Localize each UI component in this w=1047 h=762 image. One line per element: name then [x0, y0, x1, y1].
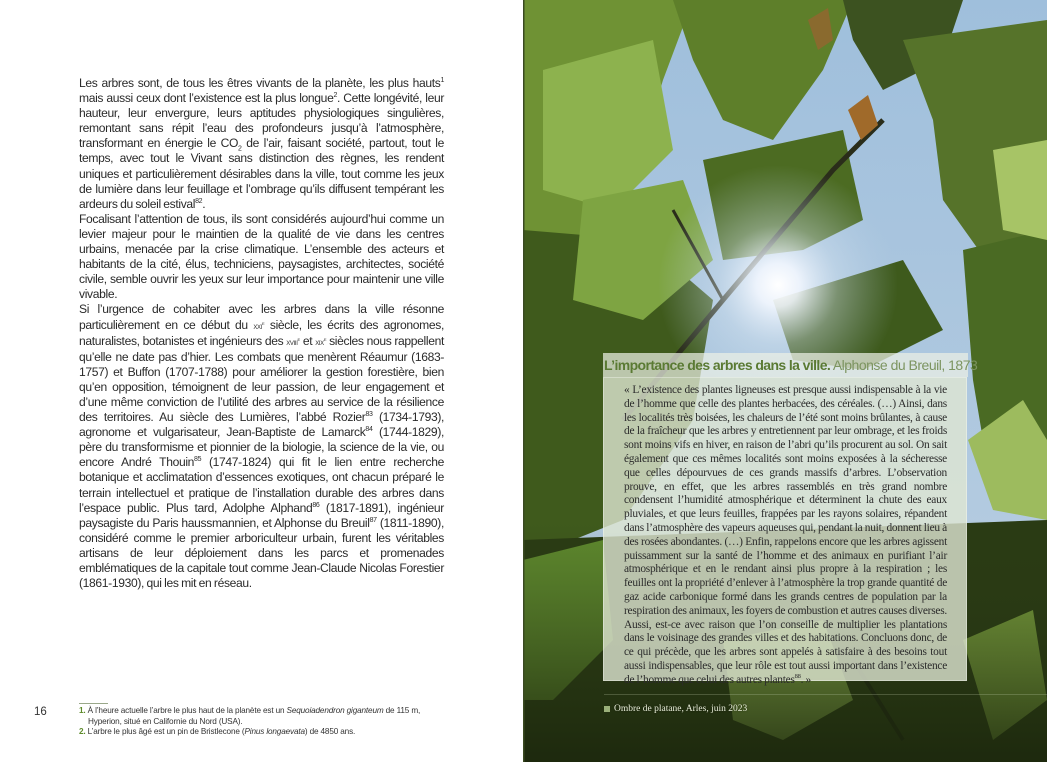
paragraph-3: Si l’urgence de cohabiter avec les arbres dans la ville résonne particulièrement en ce début du xxi$^e$ siècle, les écrits des agronomes, naturalistes, botanistes et ingénieurs des xviii$^e$ et xix$^e$ siècles nous rappellent qu’elle ne date pas d’hier. Les combats que menèrent Réaumur (1683-1757) et Buffon (1707-1788) pour améliorer la gestion forestière, bien qu’en opposition, témoignent de leur passion, de leur engagement et d’une même conviction de l’utilité des arbres au service de la résilience des territoires. Au siècle des Lumières, l’abbé Rozier$^{83}$ (1734-1793), agronome et vulgarisateur, Jean-Baptiste de Lamarck$^{84}$ (1744-1829), père du transformisme et pionnier de la biologie, la science de la vie, ou encore André Thouin$^{85}$ (1747-1824) qui fit le lien entre recherche botanique et acclimatation d’essences exotiques, ont chacun préparé le terrain intellectuel et pratique de l’installation durable des arbres dans l’espace public. Plus tard, Adolphe Alphand$^{86}$ (1817-1891), ingénieur paysagiste du Paris haussmannien, et Alphonse du Breuil$^{87}$ (1811-1890), considéré comme le premier arboriculteur urbain, furent les véritables artisans de leur déploiement dans les parcs et promenades emblématiques de la capitale tout comme Jean-Claude Nicolas Forestier (1861-1930), qui les mit en réseau. — [79, 302, 445, 591]
footnote-ref[interactable]: 2 — [333, 92, 337, 100]
footnote-number: 1. — [79, 706, 86, 715]
quote-title: L’importance des arbres dans la ville. Alphonse du Breuil, 1873 — [603, 353, 968, 377]
footnote-number: 2. — [79, 727, 86, 737]
paragraph-2: Focalisant l’attention de tous, ils sont considérés aujourd’hui comme un levier majeur pour le maintien de la qualité de vie dans les centres urbains, menacée par la crise climatique. L’ensemble des acteurs et habitants de la cité, élus, techniciens, paysagistes, architectes, société civile, semble ouvrir les yeux sur leur importance pour maintenir une ville vivable. — [79, 211, 444, 302]
quote-box — [603, 353, 978, 686]
footnote-2: 2. L’arbre le plus âgé est un pin de Bristlecone (Pinus longaevata) de 4850 ans. — [79, 727, 356, 737]
left-page — [0, 0, 523, 762]
footnote-divider — [79, 703, 108, 704]
quote-author: Alphonse du Breuil, 1873 — [830, 357, 978, 373]
endnote-ref[interactable]: 83 — [365, 411, 373, 419]
quote-heading: L’importance des arbres dans la ville — [604, 357, 827, 373]
century-numeral: xviii$^e$ — [286, 336, 300, 347]
footnotes — [79, 706, 449, 738]
footnote-ref[interactable]: 1 — [440, 76, 444, 84]
caption-divider — [604, 694, 1047, 695]
footnote-1: 1. À l’heure actuelle l’arbre le plus haut de la planète est un Sequoiadendron giganteum de 115 m, Hyperion, situé en Californie du Nord (USA). — [79, 706, 421, 726]
century-numeral: xix$^e$ — [315, 336, 327, 347]
subscript: 2 — [238, 145, 242, 153]
quote-text: « L’existence des plantes ligneuses est presque aussi indispensable à la vie de l’homme que celle des plantes herbacées, des céréales. (…) Ainsi, dans les localités très boisées, les chaleurs de l’été sont moins brûlantes, à cause de la fraîcheur que les arbres y entretiennent par leur ombrage, et les froids sont moins vifs en hiver, en raison de l’abri qu’ils procurent au sol. On sait également que ces mêmes localités sont moins exposées à la sécheresse que celles dépourvues de ces grands massifs d’arbres. L’observation prouve, en effet, que les arbres rassemblés en très grand nombre condensent l’humidité atmosphérique et déterminent la chute des eaux pluviales, et que leurs feuilles, frappées par les rayons solaires, répandent dans l’atmosphère des vapeurs aqueuses qui, pendant la nuit, donnent lieu à des rosées abondantes. (…) Enfin, rappelons encore que les arbres agissent puissamment sur la santé de l’homme et des animaux en purifiant l’air atmosphérique et en le rendant ainsi plus propre à la respiration ; les feuilles ont la propriété d’enlever à l’atmosphère la trop grande quantité de gaz acide carbonique formé dans les grands centres de population par la respiration des animaux, les foyers de combustion et autres causes diverses. Aussi, est-ce avec raison que l’on conseille de multiplier les plantations dans le voisinage des grandes villes et des habitations. Concluons donc, de ce qui précède, que les arbres sont appelés à satisfaire à des besoins tout aussi indispensables, que leur rôle est tout aussi important dans l’existence de l’homme que celui des autres plantes$^{88}$. » — [624, 384, 947, 686]
photo-caption: Ombre de platane, Arles, juin 2023 — [604, 704, 747, 714]
century-numeral: xxi$^e$ — [253, 320, 265, 331]
endnote-ref[interactable]: 85 — [194, 456, 202, 464]
paragraph-1: Les arbres sont, de tous les êtres vivants de la planète, les plus hauts$^1$ mais aussi ceux dont l’existence est la plus longue$^2$. Cette longévité, leur hauteur, leur envergure, leurs aptitudes physiologiques singulières, remontant sans répit l’eau des profondeurs jusqu’à l’atmosphère, transformant en énergie le $CO_2$ de l’air, faisant société, partout, tout le temps, avec tout le Vivant sans distinction des règnes, les rendent uniques et particulièrement désirables dans la ville, tout comme les jeux de lumière dans leur feuillage et l’ombrage qu’ils diffusent tempérant les ardeurs du soleil estival$^{82}$. — [79, 76, 444, 211]
endnote-ref[interactable]: 84 — [365, 426, 373, 434]
endnote-ref[interactable]: 87 — [369, 516, 377, 524]
caption-square-icon — [604, 706, 610, 712]
endnote-ref[interactable]: 88 — [794, 672, 801, 680]
page-number: 16 — [34, 706, 47, 718]
right-page — [523, 0, 1047, 762]
body-text — [79, 76, 444, 591]
endnote-ref[interactable]: 86 — [312, 501, 320, 509]
endnote-ref[interactable]: 82 — [195, 197, 203, 205]
